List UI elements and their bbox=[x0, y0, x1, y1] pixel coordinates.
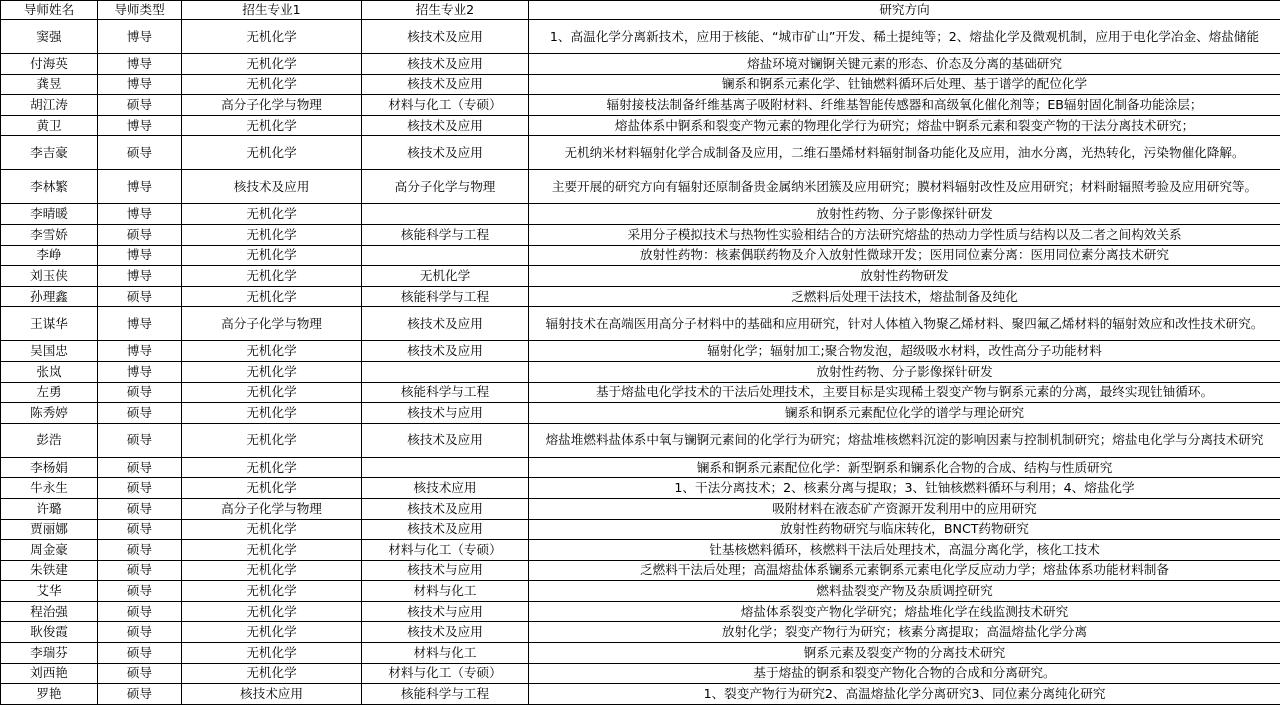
cell-major1: 无机化学 bbox=[182, 74, 362, 95]
table-row bbox=[1, 307, 1280, 341]
cell-type: 博导 bbox=[98, 341, 182, 362]
cell-research: 钍基核燃料循环，核燃料干法后处理技术，高温分离化学，核化工技术 bbox=[529, 540, 1280, 561]
cell-research: 放射性药物、分子影像探针研发 bbox=[529, 361, 1280, 382]
cell-research: 放射性药物研发 bbox=[529, 266, 1280, 287]
table-row bbox=[1, 581, 1280, 602]
cell-major2: 核技术及应用 bbox=[362, 622, 529, 643]
cell-research: 放射性药物：核素偶联药物及介入放射性微球开发；医用同位素分离：医用同位素分离技术研究 bbox=[529, 245, 1280, 266]
cell-name: 张岚 bbox=[1, 361, 98, 382]
cell-name: 罗艳 bbox=[1, 684, 98, 705]
cell-research: 镧系和锕系元素配位化学：新型锕系和镧系化合物的合成、结构与性质研究 bbox=[529, 457, 1280, 478]
header-major2: 招生专业2 bbox=[362, 1, 529, 20]
cell-major1: 无机化学 bbox=[182, 136, 362, 170]
cell-name: 李瑞芬 bbox=[1, 643, 98, 664]
cell-name: 艾华 bbox=[1, 581, 98, 602]
cell-name: 牛永生 bbox=[1, 478, 98, 499]
cell-name: 李杨娟 bbox=[1, 457, 98, 478]
cell-type: 硕导 bbox=[98, 540, 182, 561]
cell-major2: 核技术及应用 bbox=[362, 307, 529, 341]
cell-major2: 核技术与应用 bbox=[362, 560, 529, 581]
cell-type: 博导 bbox=[98, 74, 182, 95]
cell-type: 硕导 bbox=[98, 136, 182, 170]
cell-research: 熔盐体系裂变产物化学研究；熔盐堆化学在线监测技术研究 bbox=[529, 601, 1280, 622]
table-row bbox=[1, 403, 1280, 424]
table-row bbox=[1, 684, 1280, 705]
table-row bbox=[1, 601, 1280, 622]
cell-major2: 材料与化工（专硕） bbox=[362, 663, 529, 684]
cell-research: 镧系和锕系元素化学、钍铀燃料循环后处理、基于谱学的配位化学 bbox=[529, 74, 1280, 95]
cell-research: 1、裂变产物行为研究2、高温熔盐化学分离研究3、同位素分离纯化研究 bbox=[529, 684, 1280, 705]
cell-major1: 无机化学 bbox=[182, 403, 362, 424]
table-row bbox=[1, 540, 1280, 561]
cell-major2: 核技术应用 bbox=[362, 478, 529, 499]
cell-major2: 核技术及应用 bbox=[362, 423, 529, 457]
table-row bbox=[1, 224, 1280, 245]
table-row bbox=[1, 74, 1280, 95]
table-row bbox=[1, 478, 1280, 499]
cell-major1: 无机化学 bbox=[182, 266, 362, 287]
cell-major2 bbox=[362, 245, 529, 266]
cell-type: 硕导 bbox=[98, 224, 182, 245]
cell-research: 辐射接枝法制备纤维基离子吸附材料、纤维基智能传感器和高级氧化催化剂等；EB辐射固化制备功能涂层； bbox=[529, 95, 1280, 116]
cell-major2: 材料与化工（专硕） bbox=[362, 95, 529, 116]
cell-research: 熔盐环境对镧锕关键元素的形态、价态及分离的基础研究 bbox=[529, 54, 1280, 75]
cell-major1: 无机化学 bbox=[182, 423, 362, 457]
cell-type: 博导 bbox=[98, 266, 182, 287]
table-row bbox=[1, 115, 1280, 136]
cell-major1: 无机化学 bbox=[182, 54, 362, 75]
cell-type: 博导 bbox=[98, 204, 182, 225]
cell-major2: 核技术及应用 bbox=[362, 74, 529, 95]
cell-name: 朱铁建 bbox=[1, 560, 98, 581]
cell-name: 窦强 bbox=[1, 20, 98, 54]
cell-research: 放射性药物研究与临床转化，BNCT药物研究 bbox=[529, 519, 1280, 540]
table-row bbox=[1, 95, 1280, 116]
cell-type: 硕导 bbox=[98, 684, 182, 705]
cell-major2: 核技术及应用 bbox=[362, 498, 529, 519]
cell-major1: 无机化学 bbox=[182, 341, 362, 362]
table-row bbox=[1, 643, 1280, 664]
cell-research: 放射性药物、分子影像探针研发 bbox=[529, 204, 1280, 225]
cell-name: 李雪娇 bbox=[1, 224, 98, 245]
cell-type: 硕导 bbox=[98, 457, 182, 478]
cell-name: 李吉豪 bbox=[1, 136, 98, 170]
table-row bbox=[1, 136, 1280, 170]
cell-major2: 材料与化工 bbox=[362, 581, 529, 602]
table-row bbox=[1, 266, 1280, 287]
cell-major2: 核能科学与工程 bbox=[362, 224, 529, 245]
cell-type: 博导 bbox=[98, 361, 182, 382]
header-name: 导师姓名 bbox=[1, 1, 98, 20]
table-row bbox=[1, 20, 1280, 54]
table-row bbox=[1, 361, 1280, 382]
cell-major1: 无机化学 bbox=[182, 643, 362, 664]
cell-research: 放射化学；裂变产物行为研究；核素分离提取；高温熔盐化学分离 bbox=[529, 622, 1280, 643]
cell-major2: 核能科学与工程 bbox=[362, 382, 529, 403]
cell-major2: 无机化学 bbox=[362, 266, 529, 287]
cell-major1: 无机化学 bbox=[182, 204, 362, 225]
cell-research: 乏燃料干法后处理；高温熔盐体系镧系元素锕系元素电化学反应动力学；熔盐体系功能材料制备 bbox=[529, 560, 1280, 581]
cell-major1: 高分子化学与物理 bbox=[182, 498, 362, 519]
cell-name: 陈秀婷 bbox=[1, 403, 98, 424]
cell-name: 左勇 bbox=[1, 382, 98, 403]
cell-name: 李峥 bbox=[1, 245, 98, 266]
cell-major2: 核技术及应用 bbox=[362, 519, 529, 540]
cell-major2: 材料与化工 bbox=[362, 643, 529, 664]
cell-type: 硕导 bbox=[98, 601, 182, 622]
cell-type: 博导 bbox=[98, 245, 182, 266]
cell-name: 周金豪 bbox=[1, 540, 98, 561]
cell-major1: 无机化学 bbox=[182, 601, 362, 622]
cell-major1: 无机化学 bbox=[182, 663, 362, 684]
cell-type: 硕导 bbox=[98, 581, 182, 602]
cell-major1: 无机化学 bbox=[182, 478, 362, 499]
cell-major1: 无机化学 bbox=[182, 382, 362, 403]
cell-type: 硕导 bbox=[98, 382, 182, 403]
cell-name: 吴国忠 bbox=[1, 341, 98, 362]
cell-major2: 核技术与应用 bbox=[362, 403, 529, 424]
cell-name: 耿俊霞 bbox=[1, 622, 98, 643]
cell-name: 彭浩 bbox=[1, 423, 98, 457]
cell-major2: 核能科学与工程 bbox=[362, 684, 529, 705]
cell-research: 基于熔盐的锕系和裂变产物化合物的合成和分离研究。 bbox=[529, 663, 1280, 684]
cell-type: 硕导 bbox=[98, 663, 182, 684]
cell-research: 辐射技术在高端医用高分子材料中的基础和应用研究，针对人体植入物聚乙烯材料、聚四氟乙烯材料的辐射效应和改性技术研究。 bbox=[529, 307, 1280, 341]
cell-major1: 无机化学 bbox=[182, 361, 362, 382]
cell-major2 bbox=[362, 457, 529, 478]
cell-name: 孙理鑫 bbox=[1, 286, 98, 307]
cell-research: 熔盐堆燃料盐体系中氧与镧锕元素间的化学行为研究；熔盐堆核燃料沉淀的影响因素与控制机制研究；熔盐电化学与分离技术研究 bbox=[529, 423, 1280, 457]
cell-name: 付海英 bbox=[1, 54, 98, 75]
cell-name: 许璐 bbox=[1, 498, 98, 519]
cell-major2: 核技术及应用 bbox=[362, 136, 529, 170]
cell-research: 采用分子模拟技术与热物性实验相结合的方法研究熔盐的热动力学性质与结构以及二者之间构效关系 bbox=[529, 224, 1280, 245]
table-row bbox=[1, 663, 1280, 684]
cell-type: 博导 bbox=[98, 307, 182, 341]
cell-major1: 无机化学 bbox=[182, 519, 362, 540]
header-research: 研究方向 bbox=[529, 1, 1280, 20]
cell-major1: 无机化学 bbox=[182, 286, 362, 307]
cell-name: 程治强 bbox=[1, 601, 98, 622]
cell-research: 乏燃料后处理干法技术，熔盐制备及纯化 bbox=[529, 286, 1280, 307]
cell-type: 博导 bbox=[98, 115, 182, 136]
cell-major2 bbox=[362, 361, 529, 382]
cell-major1: 高分子化学与物理 bbox=[182, 95, 362, 116]
cell-research: 主要开展的研究方向有辐射还原制备贵金属纳米团簇及应用研究；膜材料辐射改性及应用研究；材料耐辐照考验及应用研究等。 bbox=[529, 170, 1280, 204]
cell-name: 贾丽娜 bbox=[1, 519, 98, 540]
cell-name: 王谋华 bbox=[1, 307, 98, 341]
cell-research: 无机纳米材料辐射化学合成制备及应用，二维石墨烯材料辐射制备功能化及应用，油水分离，光热转化，污染物催化降解。 bbox=[529, 136, 1280, 170]
cell-major2: 核能科学与工程 bbox=[362, 286, 529, 307]
cell-name: 李晴暖 bbox=[1, 204, 98, 225]
cell-major1: 无机化学 bbox=[182, 560, 362, 581]
table-row bbox=[1, 54, 1280, 75]
cell-major1: 无机化学 bbox=[182, 245, 362, 266]
cell-major2: 核技术及应用 bbox=[362, 341, 529, 362]
cell-major1: 无机化学 bbox=[182, 115, 362, 136]
table-row bbox=[1, 622, 1280, 643]
cell-major2: 高分子化学与物理 bbox=[362, 170, 529, 204]
cell-major1: 无机化学 bbox=[182, 540, 362, 561]
cell-type: 硕导 bbox=[98, 498, 182, 519]
table-row bbox=[1, 382, 1280, 403]
cell-research: 基于熔盐电化学技术的干法后处理技术，主要目标是实现稀土裂变产物与锕系元素的分离，最终实现钍铀循环。 bbox=[529, 382, 1280, 403]
cell-research: 镧系和锕系元素配位化学的谱学与理论研究 bbox=[529, 403, 1280, 424]
cell-research: 1、高温化学分离新技术，应用于核能、“城市矿山”开发、稀土提纯等；2、熔盐化学及微观机制，应用于电化学冶金、熔盐储能 bbox=[529, 20, 1280, 54]
table-row bbox=[1, 170, 1280, 204]
cell-research: 锕系元素及裂变产物的分离技术研究 bbox=[529, 643, 1280, 664]
cell-research: 辐射化学；辐射加工;聚合物发泡，超级吸水材料，改性高分子功能材料 bbox=[529, 341, 1280, 362]
cell-type: 硕导 bbox=[98, 519, 182, 540]
cell-major2: 核技术及应用 bbox=[362, 20, 529, 54]
cell-research: 吸附材料在液态矿产资源开发利用中的应用研究 bbox=[529, 498, 1280, 519]
cell-name: 刘玉侠 bbox=[1, 266, 98, 287]
cell-name: 黄卫 bbox=[1, 115, 98, 136]
cell-type: 博导 bbox=[98, 170, 182, 204]
cell-major1: 高分子化学与物理 bbox=[182, 307, 362, 341]
cell-major1: 无机化学 bbox=[182, 581, 362, 602]
header-major1: 招生专业1 bbox=[182, 1, 362, 20]
cell-research: 1、干法分离技术；2、核素分离与提取；3、钍铀核燃料循环与利用；4、熔盐化学 bbox=[529, 478, 1280, 499]
cell-research: 燃料盐裂变产物及杂质调控研究 bbox=[529, 581, 1280, 602]
cell-major1: 核技术应用 bbox=[182, 684, 362, 705]
cell-major1: 无机化学 bbox=[182, 224, 362, 245]
cell-major2 bbox=[362, 204, 529, 225]
cell-type: 博导 bbox=[98, 54, 182, 75]
table-row bbox=[1, 341, 1280, 362]
table-row bbox=[1, 457, 1280, 478]
cell-name: 龚昱 bbox=[1, 74, 98, 95]
cell-major2: 核技术及应用 bbox=[362, 54, 529, 75]
table-row bbox=[1, 204, 1280, 225]
cell-major2: 核技术与应用 bbox=[362, 601, 529, 622]
cell-major2: 核技术及应用 bbox=[362, 115, 529, 136]
cell-name: 刘西艳 bbox=[1, 663, 98, 684]
cell-type: 硕导 bbox=[98, 403, 182, 424]
cell-type: 硕导 bbox=[98, 95, 182, 116]
cell-type: 硕导 bbox=[98, 423, 182, 457]
cell-major1: 核技术及应用 bbox=[182, 170, 362, 204]
cell-name: 胡江涛 bbox=[1, 95, 98, 116]
table-row bbox=[1, 519, 1280, 540]
cell-type: 硕导 bbox=[98, 560, 182, 581]
table-row bbox=[1, 498, 1280, 519]
cell-type: 硕导 bbox=[98, 478, 182, 499]
table-header-row bbox=[1, 1, 1280, 20]
cell-major1: 无机化学 bbox=[182, 622, 362, 643]
cell-type: 硕导 bbox=[98, 622, 182, 643]
table-body bbox=[1, 20, 1280, 705]
cell-major2: 材料与化工（专硕） bbox=[362, 540, 529, 561]
header-type: 导师类型 bbox=[98, 1, 182, 20]
cell-research: 熔盐体系中锕系和裂变产物元素的物理化学行为研究；熔盐中锕系元素和裂变产物的干法分离技术研究； bbox=[529, 115, 1280, 136]
cell-name: 李林繁 bbox=[1, 170, 98, 204]
table-row bbox=[1, 245, 1280, 266]
table-row bbox=[1, 560, 1280, 581]
cell-major1: 无机化学 bbox=[182, 457, 362, 478]
cell-type: 硕导 bbox=[98, 286, 182, 307]
cell-type: 硕导 bbox=[98, 643, 182, 664]
table-row bbox=[1, 423, 1280, 457]
cell-type: 博导 bbox=[98, 20, 182, 54]
table-row bbox=[1, 286, 1280, 307]
cell-major1: 无机化学 bbox=[182, 20, 362, 54]
